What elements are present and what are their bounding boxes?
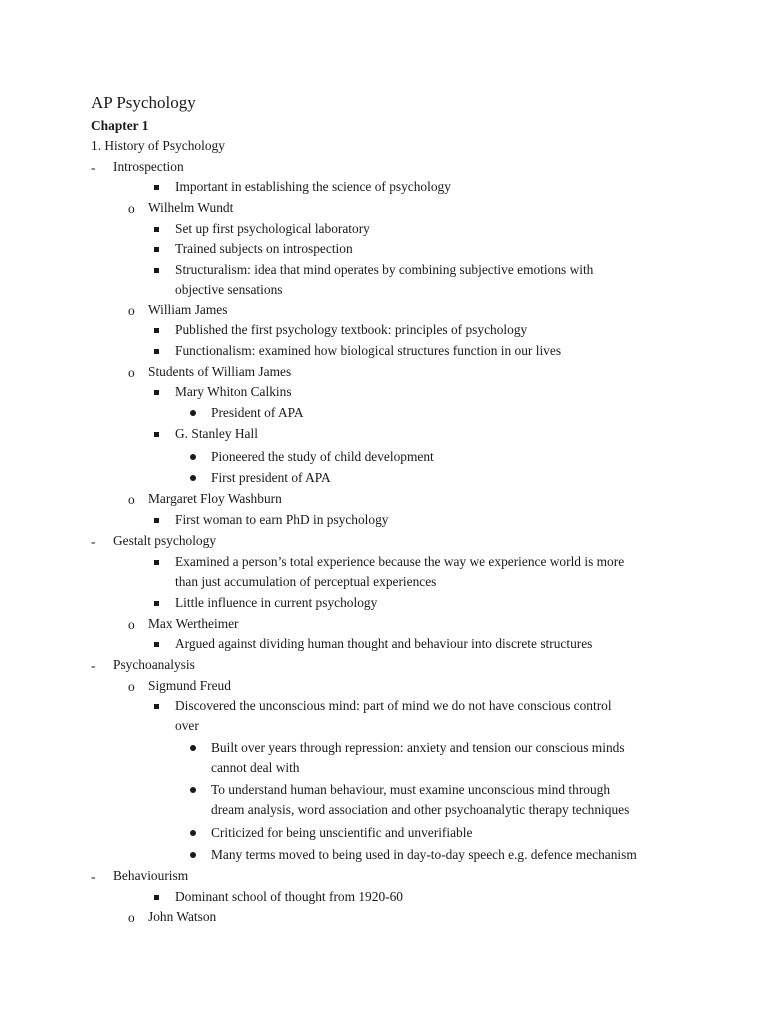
dash-bullet: - xyxy=(91,869,96,884)
outline-item-text: Built over years through repression: anxiety and tension our conscious minds xyxy=(211,740,625,755)
outline-item-text: objective sensations xyxy=(175,282,283,297)
outline-item-text: William James xyxy=(148,302,228,317)
outline-item-text: Structuralism: idea that mind operates by combining subjective emotions with xyxy=(175,262,594,277)
circle-bullet: o xyxy=(128,617,135,632)
outline-item-text: Set up first psychological laboratory xyxy=(175,221,370,236)
square-bullet xyxy=(154,642,159,647)
square-bullet xyxy=(154,601,159,606)
outline-item-text: First president of APA xyxy=(211,470,331,485)
square-bullet xyxy=(154,227,159,232)
outline-item-text: Mary Whiton Calkins xyxy=(175,384,292,399)
square-bullet xyxy=(154,432,159,437)
outline-item-text: Dominant school of thought from 1920-60 xyxy=(175,889,403,904)
dash-bullet: - xyxy=(91,534,96,549)
dot-bullet xyxy=(190,852,196,858)
outline-item-text: Max Wertheimer xyxy=(148,616,239,631)
circle-bullet: o xyxy=(128,365,135,380)
outline-item-text: Margaret Floy Washburn xyxy=(148,491,282,506)
dot-bullet xyxy=(190,830,196,836)
document-title: AP Psychology xyxy=(91,93,196,112)
outline-item-text: Examined a person’s total experience because the way we experience world is more xyxy=(175,554,625,569)
circle-bullet: o xyxy=(128,910,135,925)
outline-item-text: Trained subjects on introspection xyxy=(175,241,353,256)
outline-item-text: Important in establishing the science of psychology xyxy=(175,179,451,194)
square-bullet xyxy=(154,390,159,395)
outline-item-text: First woman to earn PhD in psychology xyxy=(175,512,389,527)
square-bullet xyxy=(154,349,159,354)
outline-item-text: dream analysis, word association and other psychoanalytic therapy techniques xyxy=(211,802,630,817)
square-bullet xyxy=(154,247,159,252)
outline-item-text: Students of William James xyxy=(148,364,292,379)
dot-bullet xyxy=(190,410,196,416)
square-bullet xyxy=(154,328,159,333)
square-bullet xyxy=(154,518,159,523)
outline-item-text: President of APA xyxy=(211,405,304,420)
dot-bullet xyxy=(190,475,196,481)
outline-item-text: Discovered the unconscious mind: part of mind we do not have conscious control xyxy=(175,698,612,713)
square-bullet xyxy=(154,185,159,190)
square-bullet xyxy=(154,268,159,273)
circle-bullet: o xyxy=(128,303,135,318)
square-bullet xyxy=(154,560,159,565)
outline-item-text: Many terms moved to being used in day-to-day speech e.g. defence mechanism xyxy=(211,847,637,862)
dot-bullet xyxy=(190,454,196,460)
outline-item-text: Sigmund Freud xyxy=(148,678,231,693)
outline-item-text: Introspection xyxy=(113,159,184,174)
outline-item-text: Wilhelm Wundt xyxy=(148,200,234,215)
outline-item-text: cannot deal with xyxy=(211,760,300,775)
outline-item-text: To understand human behaviour, must examine unconscious mind through xyxy=(211,782,611,797)
section-heading: 1. History of Psychology xyxy=(91,138,225,153)
dash-bullet: - xyxy=(91,658,96,673)
square-bullet xyxy=(154,704,159,709)
outline-item-text: Little influence in current psychology xyxy=(175,595,378,610)
outline-item-text: Published the first psychology textbook: principles of psychology xyxy=(175,322,528,337)
circle-bullet: o xyxy=(128,201,135,216)
outline-item-text: over xyxy=(175,718,199,733)
outline-item-text: Behaviourism xyxy=(113,868,189,883)
outline-item-text: John Watson xyxy=(148,909,217,924)
outline-item-text: Functionalism: examined how biological structures function in our lives xyxy=(175,343,562,358)
outline-item-text: than just accumulation of perceptual experiences xyxy=(175,574,437,589)
dash-bullet: - xyxy=(91,160,96,175)
outline-item-text: G. Stanley Hall xyxy=(175,426,258,441)
circle-bullet: o xyxy=(128,679,135,694)
circle-bullet: o xyxy=(128,492,135,507)
square-bullet xyxy=(154,895,159,900)
dot-bullet xyxy=(190,745,196,751)
chapter-heading: Chapter 1 xyxy=(91,118,149,133)
dot-bullet xyxy=(190,787,196,793)
outline-item-text: Criticized for being unscientific and unverifiable xyxy=(211,825,473,840)
outline-item-text: Psychoanalysis xyxy=(113,657,195,672)
outline-item-text: Argued against dividing human thought and behaviour into discrete structures xyxy=(175,636,593,651)
outline-item-text: Gestalt psychology xyxy=(113,533,217,548)
outline-item-text: Pioneered the study of child development xyxy=(211,449,434,464)
